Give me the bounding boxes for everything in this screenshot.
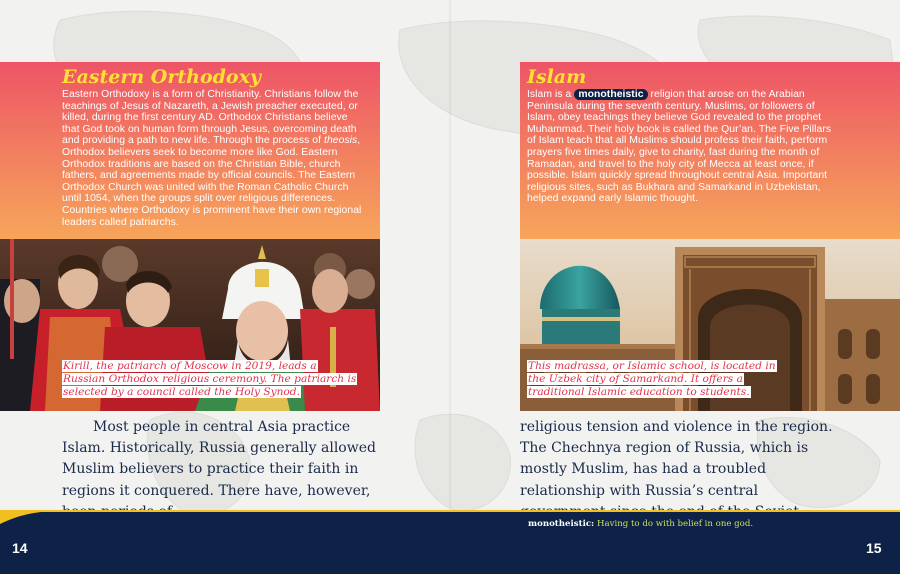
page-number-left: 14 <box>12 540 28 556</box>
madrassa-photo-caption-text: This madrassa, or Islamic school, is located in the Uzbek city of Samarkand. It offers a traditional Islamic education to students. <box>528 360 776 398</box>
page-gutter <box>449 0 451 510</box>
eastern-orthodoxy-text <box>62 89 368 228</box>
islam-text-part1: Islam is a <box>527 89 575 100</box>
islam-heading: Islam <box>527 66 587 88</box>
glossary-term: monotheistic: <box>528 519 595 529</box>
madrassa-photo-caption <box>527 360 787 399</box>
eastern-orthodoxy-heading: Eastern Orthodoxy <box>62 66 261 88</box>
page-number-right: 15 <box>866 540 882 556</box>
left-body-paragraph: Most people in central Asia practice Islam. Historically, Russia generally allowed Muslim believers to practice their faith in regions it conquered. There have, however, <box>62 419 376 499</box>
eastern-orthodoxy-text-part1: Eastern Orthodoxy is a form of Christianity. Christians follow the teachings of Jesus of Nazareth, a Jewish preacher executed, or killed, during the first century AD. Orthodox Christians believe that God took on human form through Jesus, overcoming death and providing a path to new life. Through the process of <box>62 89 359 147</box>
orthodox-photo-caption <box>62 360 362 399</box>
islam-sidebar <box>520 62 900 239</box>
footer-band <box>0 510 900 574</box>
islam-text <box>527 89 840 205</box>
glossary-definition: Having to do with belief in one god. <box>596 519 754 529</box>
monotheistic-glossary-highlight[interactable]: monotheistic <box>574 89 647 100</box>
glossary-entry <box>528 519 753 529</box>
orthodox-photo-caption-text: Kirill, the patriarch of Moscow in 2019, leads a Russian Orthodox religious ceremony. The patriarch is selected by a council called the Holy Synod. <box>63 360 357 398</box>
eastern-orthodoxy-text-part2: , Orthodox believers seek to become more like God. Eastern Orthodox traditions are based on the Christian Bible, church fathers, and agreements made by official councils. The Eastern Orthodox Church was united with the Roman Catholic Church until 1054, when the groups split over religious differences. Countries where Orthodoxy is prominent have their own regional leaders called patriarchs. <box>62 135 362 228</box>
islam-text-part2: religion that arose on the Arabian Peninsula during the seventh century. Muslims, or followers of Islam, obey teachings they believe God revealed to the prophet Muhammad. Their holy book is called the Qur’an. The Five Pillars of Islam teach that all Muslims should profess their faith, perform prayers five times daily, give to charity, fast during the month of Ramadan, and travel to the holy city of Mecca at least once, if possible. Islam quickly spread throughout central Asia. Important religious sites, such as Bukhara and Samarkand in Uzbekistan, helped expand early Islamic thought. <box>527 89 832 205</box>
right-body-paragraph: religious tension and violence in the region. The Chechnya region of Russia, which is mostly Muslim, has had a troubled relationship with Russia’s central <box>520 419 833 499</box>
theosis-term: theosis <box>324 135 358 147</box>
eastern-orthodoxy-sidebar <box>0 62 380 239</box>
